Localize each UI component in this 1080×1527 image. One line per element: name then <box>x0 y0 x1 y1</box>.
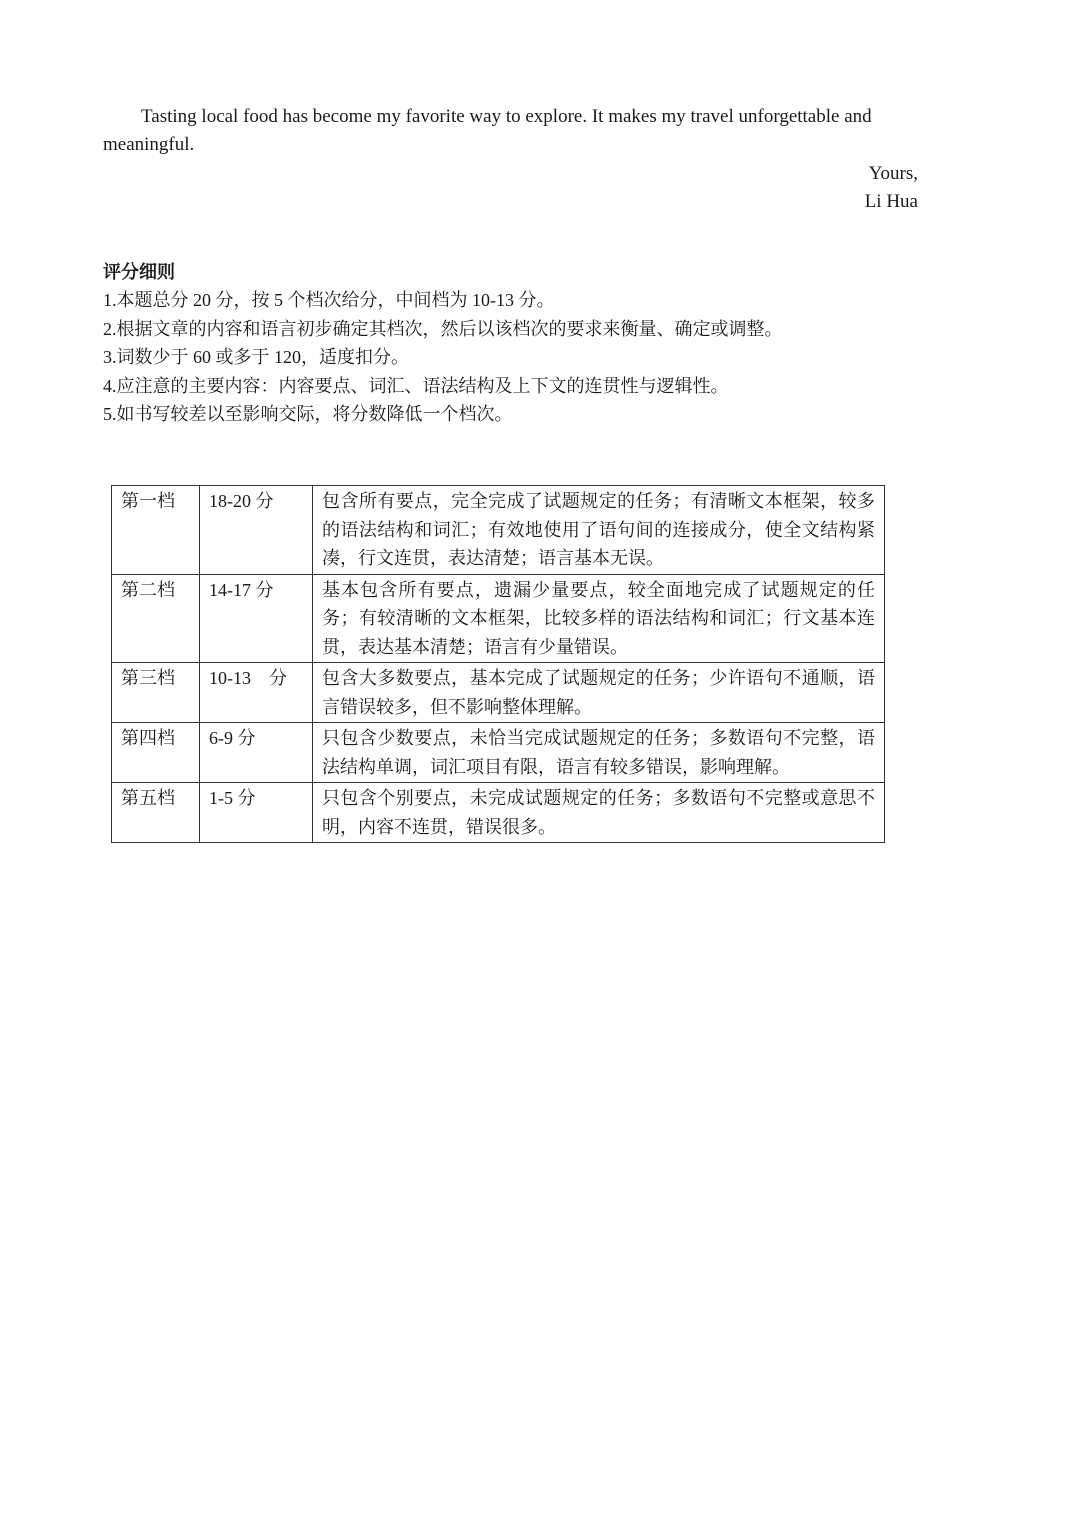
letter-paragraph: Tasting local food has become my favorite way to explore. It makes my travel unforgettable and meaningful. <box>103 106 872 155</box>
band-description: 包含大多数要点，基本完成了试题规定的任务；少许语句不通顺，语言错误较多，但不影响整体理解。 <box>313 663 885 723</box>
band-level: 第三档 <box>112 663 200 723</box>
band-score: 1-5 分 <box>200 783 313 843</box>
band-score: 10-13 分 <box>200 663 313 723</box>
rubric-item: 1.本题总分 20 分，按 5 个档次给分，中间档为 10-13 分。 <box>103 290 555 310</box>
band-description: 只包含少数要点，未恰当完成试题规定的任务；多数语句不完整，语法结构单调，词汇项目有限，语言有较多错误，影响理解。 <box>313 723 885 783</box>
letter-closing: Yours, <box>868 163 918 184</box>
table-row <box>112 723 885 783</box>
band-score: 6-9 分 <box>200 723 313 783</box>
band-level: 第四档 <box>112 723 200 783</box>
table-row <box>112 783 885 843</box>
band-level: 第二档 <box>112 574 200 663</box>
letter-closing-block <box>865 160 918 216</box>
band-level: 第五档 <box>112 783 200 843</box>
rubric-item: 3.词数少于 60 或多于 120，适度扣分。 <box>103 347 409 367</box>
rubric-item: 2.根据文章的内容和语言初步确定其档次，然后以该档次的要求来衡量、确定或调整。 <box>103 318 783 339</box>
band-description: 包含所有要点，完全完成了试题规定的任务；有清晰文本框架，较多的语法结构和词汇；有效地使用了语句间的连接成分，使全文结构紧凑，行文连贯，表达清楚；语言基本无误。 <box>313 486 885 575</box>
letter-signature: Li Hua <box>864 191 918 212</box>
band-level: 第一档 <box>112 486 200 575</box>
band-description: 基本包含所有要点，遗漏少量要点，较全面地完成了试题规定的任务；有较清晰的文本框架，比较多样的语法结构和词汇；行文基本连贯，表达基本清楚；语言有少量错误。 <box>313 574 885 663</box>
band-score: 14-17 分 <box>200 574 313 663</box>
scoring-bands-table <box>111 485 885 843</box>
rubric-title: 评分细则 <box>103 262 175 282</box>
rubric-item: 4.应注意的主要内容：内容要点、词汇、语法结构及上下文的连贯性与逻辑性。 <box>103 375 729 396</box>
rubric-item: 5.如书写较差以至影响交际，将分数降低一个档次。 <box>103 404 513 424</box>
table-row <box>112 574 885 663</box>
band-score: 18-20 分 <box>200 486 313 575</box>
table-row <box>112 663 885 723</box>
table-row <box>112 486 885 575</box>
band-description: 只包含个别要点，未完成试题规定的任务；多数语句不完整或意思不明，内容不连贯，错误很多。 <box>313 783 885 843</box>
rubric-list <box>103 286 923 429</box>
